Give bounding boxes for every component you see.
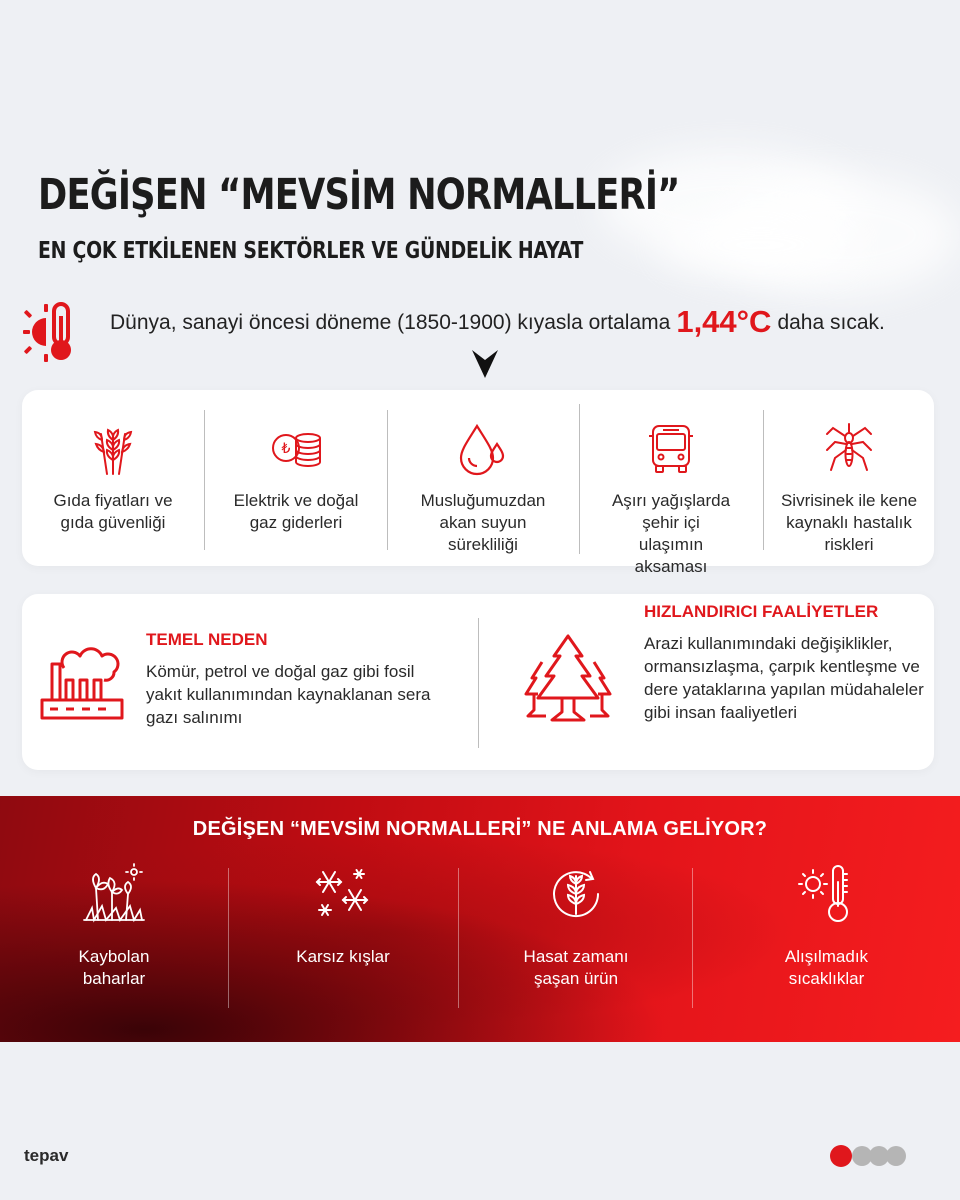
svg-text:₺: ₺ [281,441,291,457]
page-subtitle: EN ÇOK ETKİLENEN SEKTÖRLER VE GÜNDELİK HAYAT [38,238,584,264]
factory-icon [36,634,128,726]
pagination-dot-active[interactable] [830,1145,852,1167]
sector-health [764,390,934,566]
meaning-title: DEĞİŞEN “MEVSİM NORMALLERİ” NE ANLAMA GELİYOR? [192,818,768,840]
root-cause-text: Kömür, petrol ve doğal gaz gibi fosil yakıt kullanımından kaynaklanan sera gazı salınımı [146,662,431,727]
temperature-stat [110,304,885,340]
sector-label: Musluğumuzdan akan suyun sürekliliği [420,491,546,554]
effect-winter [229,862,457,1012]
sector-energy [205,390,387,566]
effect-label: Kaybolan baharlar [78,947,150,988]
page-title: DEĞİŞEN “MEVSİM NORMALLERİ” [38,170,680,220]
effect-label: Karsız kışlar [296,947,390,966]
flowers-icon [82,862,146,926]
crop-icon [544,862,608,926]
sector-food [22,390,204,566]
forest-icon [524,632,612,728]
effect-harvest [459,862,693,1012]
divider [478,618,479,748]
stat-suffix: daha sıcak. [777,311,885,334]
stat-value: 1,44°C [676,304,772,339]
sectors-card [22,390,934,576]
effect-label: Alışılmadık sıcaklıklar [784,947,869,988]
wheat-icon [85,420,141,476]
cloud-decoration [660,210,860,280]
snowflakes-icon [311,862,375,926]
sector-transport [580,390,762,576]
brand-logo: tepav [24,1146,69,1165]
sector-label: Gıda fiyatları ve gıda güvenliği [53,491,173,532]
mosquito-icon [821,420,877,476]
sector-label: Aşırı yağışlarda şehir içi ulaşımın aksaması [611,491,731,576]
root-cause-heading: TEMEL NEDEN [146,630,268,649]
sector-label: Elektrik ve doğal gaz giderleri [233,491,359,532]
accelerators-text: Arazi kullanımındaki değişiklikler, ormansızlaşma, çarpık kentleşme ve dere yataklarına yapılan müdahaleler gibi insan faaliyetleri [644,634,924,722]
thermometer-sun-icon [20,300,84,364]
arrow-down-icon [472,350,498,378]
causes-card [22,594,934,770]
effect-temperature [693,862,960,1012]
effect-label: Hasat zamanı şaşan ürün [523,947,629,988]
pagination-dot[interactable] [886,1146,906,1166]
stat-prefix: Dünya, sanayi öncesi döneme (1850-1900) kıyasla ortalama [110,311,671,334]
accelerators-heading: HIZLANDIRICI FAALİYETLER [644,602,879,621]
water-drops-icon [455,420,511,476]
thermometer-sun-icon [795,862,859,926]
sector-water [388,390,578,566]
effect-spring [0,862,228,1012]
sector-label: Sivrisinek ile kene kaynaklı hastalık riskleri [780,491,918,554]
bus-icon [643,420,699,476]
meaning-band [0,796,960,1042]
coins-icon [268,420,324,476]
